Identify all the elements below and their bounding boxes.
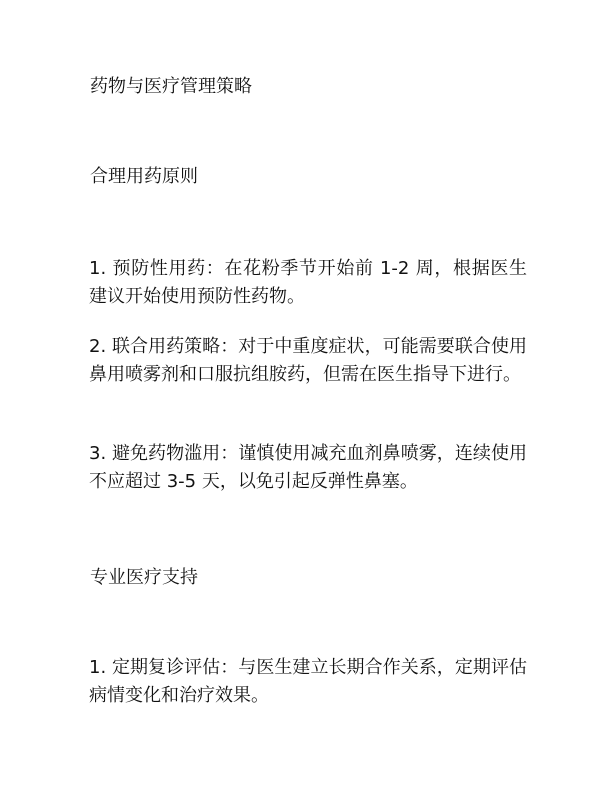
section-heading-professional-support: 专业医疗支持 [90, 567, 198, 588]
list-item-regular-follow-up: 1. 定期复诊评估：与医生建立长期合作关系，定期评估病情变化和治疗效果。 [89, 657, 527, 706]
list-item-combined-medication: 2. 联合用药策略：对于中重度症状，可能需要联合使用鼻用喷雾剂和口服抗组胺药，但需在医生指导下进行。 [89, 336, 527, 385]
document-title: 药物与医疗管理策略 [90, 76, 252, 97]
list-item-avoid-drug-abuse: 3. 避免药物滥用：谨慎使用减充血剂鼻喷雾，连续使用不应超过 3-5 天，以免引起反弹性鼻塞。 [89, 443, 527, 492]
list-item-preventive-medication: 1. 预防性用药：在花粉季节开始前 1-2 周，根据医生建议开始使用预防性药物。 [89, 258, 527, 307]
section-heading-rational-medication: 合理用药原则 [90, 166, 198, 187]
